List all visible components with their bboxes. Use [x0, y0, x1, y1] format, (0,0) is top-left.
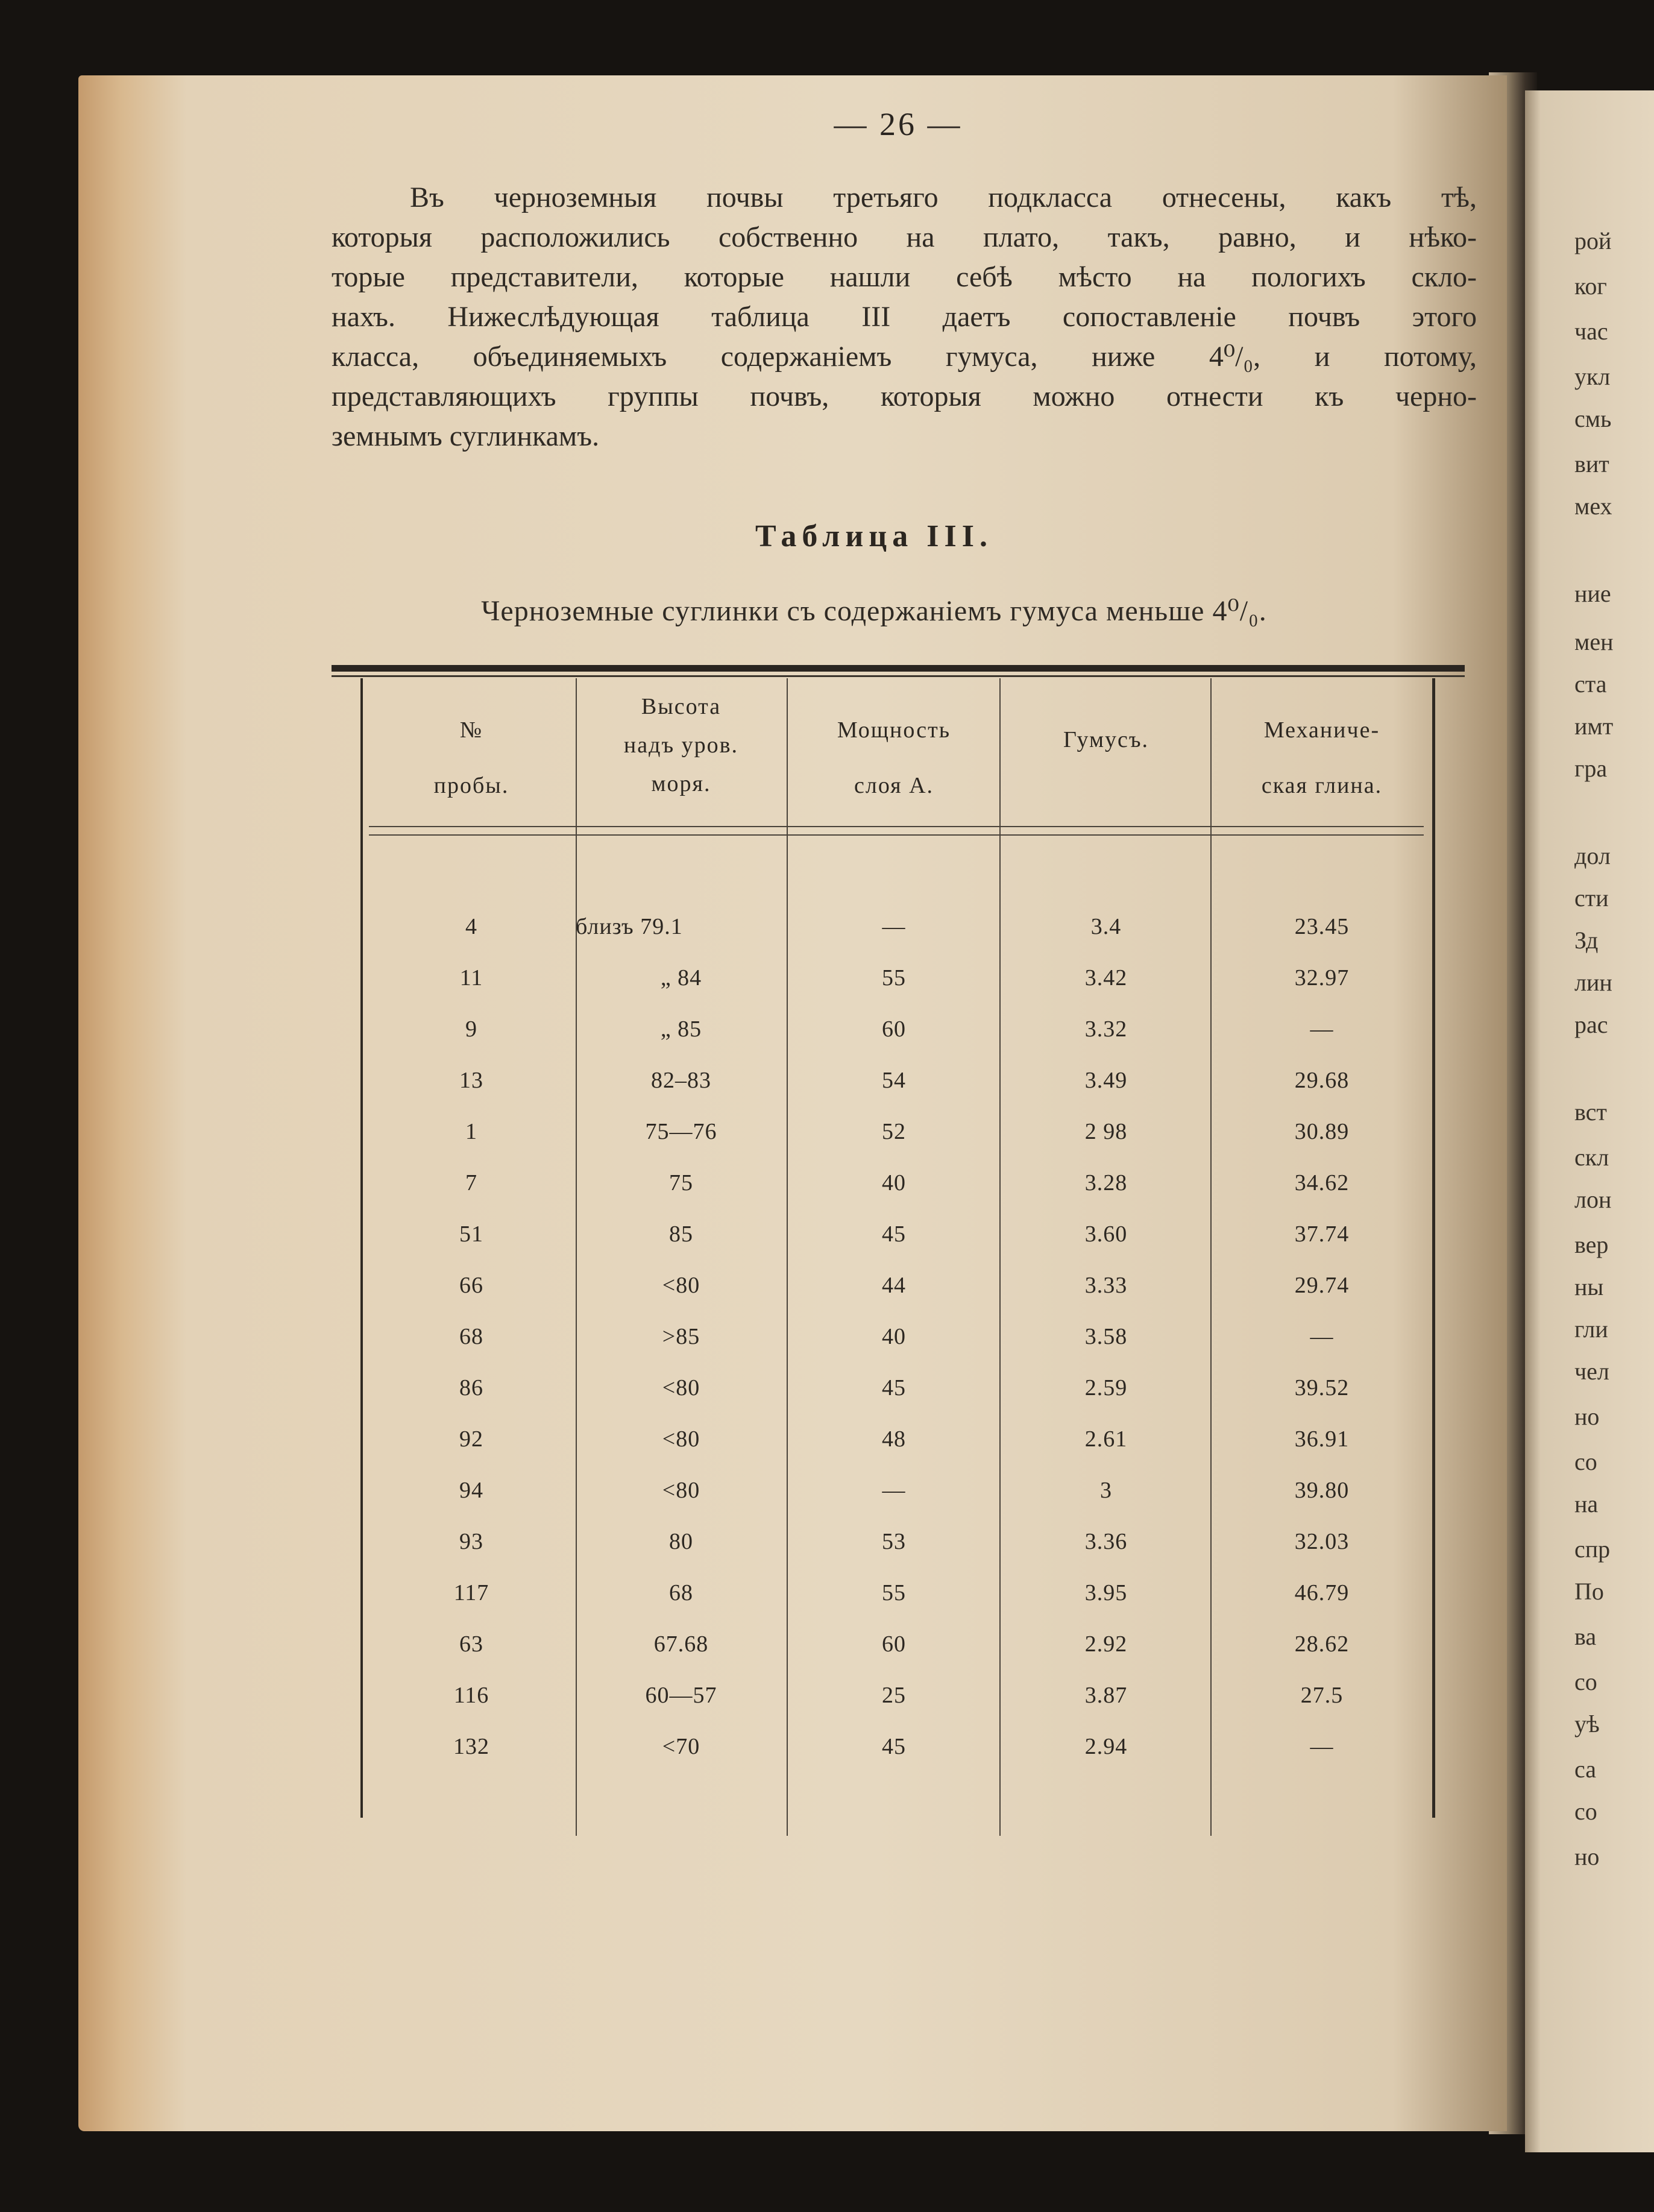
column-divider — [576, 678, 577, 1836]
table-cell: 3.36 — [1084, 1529, 1128, 1554]
table-cell: 60 — [882, 1631, 906, 1657]
table-cell: 44 — [882, 1273, 906, 1298]
right-page-fragment: ва — [1574, 1623, 1597, 1650]
table-cell: — — [1310, 1734, 1334, 1759]
right-page-fragment: По — [1574, 1578, 1604, 1605]
intro-line: класса, объединяемыхъ содержаніемъ гумуса, ниже 4⁰/₀, и потому, — [332, 341, 1477, 373]
right-page-fragment: вит — [1574, 450, 1609, 477]
right-page-fragment: час — [1574, 318, 1608, 345]
right-page-fragment: рой — [1574, 227, 1612, 254]
table-cell: <70 — [662, 1734, 700, 1759]
right-page-fragment: спр — [1574, 1536, 1611, 1563]
header-rule — [369, 826, 1424, 827]
table-cell: 2 98 — [1084, 1119, 1128, 1144]
right-page-fragment: ког — [1574, 273, 1607, 300]
table-cell: 66 — [459, 1273, 483, 1298]
right-page-fragment: са — [1574, 1756, 1596, 1783]
table-cell: 29.74 — [1294, 1273, 1350, 1298]
right-page-fragment: со — [1574, 1798, 1597, 1825]
table-cell: 30.89 — [1294, 1119, 1350, 1144]
table-cell: <80 — [662, 1273, 700, 1298]
column-header — [369, 702, 574, 813]
table-cell: 3.95 — [1084, 1580, 1128, 1605]
table-cell: 4 — [465, 914, 477, 939]
table-cell: 39.52 — [1294, 1375, 1350, 1401]
table-cell: 32.97 — [1294, 965, 1350, 991]
intro-line: земнымъ суглинкамъ. — [332, 420, 600, 452]
table-cell: 3.28 — [1084, 1170, 1128, 1196]
right-page-fragment: рас — [1574, 1011, 1608, 1038]
page-number: — 26 — — [834, 106, 963, 142]
table-cell: 51 — [459, 1221, 483, 1247]
table-cell: 116 — [453, 1683, 489, 1708]
table-cell: 29.68 — [1294, 1068, 1350, 1093]
table-cell: 93 — [459, 1529, 483, 1554]
table-cell: 55 — [882, 1580, 906, 1605]
table-cell: 2.59 — [1084, 1375, 1128, 1401]
table-top-rule-thin — [332, 675, 1465, 677]
column-header-line: Мощность — [837, 717, 951, 743]
right-page-fragment: скл — [1574, 1144, 1609, 1171]
table-cell: 37.74 — [1294, 1221, 1350, 1247]
table-cell: 45 — [882, 1375, 906, 1401]
column-header-line: надъ уров. — [623, 733, 739, 758]
table-cell: 39.80 — [1294, 1478, 1350, 1503]
table-left-border — [360, 678, 363, 1818]
table-cell: 3.33 — [1084, 1273, 1128, 1298]
table-cell: 13 — [459, 1068, 483, 1093]
intro-paragraph — [332, 178, 1477, 456]
table-cell: „ 84 — [660, 965, 702, 991]
table-cell: 2.94 — [1084, 1734, 1128, 1759]
right-page-fragment: мех — [1574, 493, 1612, 520]
table-cell: 92 — [459, 1426, 483, 1452]
right-page-fragment: ние — [1574, 580, 1611, 607]
table-cell: близъ 79.1 — [576, 914, 683, 939]
table-cell: 34.62 — [1294, 1170, 1350, 1196]
table-cell: — — [882, 914, 906, 939]
table-cell: 3.32 — [1084, 1016, 1128, 1042]
right-page-fragment: но — [1574, 1403, 1600, 1430]
table-cell: 32.03 — [1294, 1529, 1350, 1554]
table-cell: 67.68 — [653, 1631, 709, 1657]
right-page-fragment: вер — [1574, 1231, 1609, 1258]
table-cell: 63 — [459, 1631, 483, 1657]
intro-line: Въ черноземныя почвы третьяго подкласса отнесены, какъ тѣ, — [410, 181, 1477, 213]
table-cell: <80 — [662, 1375, 700, 1401]
column-header — [576, 687, 787, 803]
table-cell: 75 — [669, 1170, 693, 1196]
right-page-fragment: лон — [1574, 1186, 1612, 1213]
right-page-fragment: вст — [1574, 1098, 1607, 1126]
table-cell: <80 — [662, 1426, 700, 1452]
column-divider — [1210, 678, 1212, 1836]
table-cell: 2.61 — [1084, 1426, 1128, 1452]
table-cell: — — [1310, 1016, 1334, 1042]
column-divider — [787, 678, 788, 1836]
table-subtitle: Черноземные суглинки съ содержаніемъ гумуса меньше 4⁰/₀. — [481, 595, 1267, 627]
column-header-line: Гумусъ. — [1063, 727, 1149, 752]
table-cell: 85 — [669, 1221, 693, 1247]
table-cell: 3.49 — [1084, 1068, 1128, 1093]
table-cell: 36.91 — [1294, 1426, 1350, 1452]
table-cell: 40 — [882, 1170, 906, 1196]
right-page-fragment: ны — [1574, 1273, 1604, 1300]
column-header — [1213, 702, 1430, 813]
right-page-fragment: мен — [1574, 628, 1614, 655]
table-cell: 132 — [453, 1734, 489, 1759]
table-cell: 9 — [465, 1016, 477, 1042]
table-cell: 48 — [882, 1426, 906, 1452]
table-cell: 1 — [465, 1119, 477, 1144]
table-cell: 2.92 — [1084, 1631, 1128, 1657]
intro-line: нахъ. Нижеслѣдующая таблица III даетъ сопоставленіе почвъ этого — [332, 301, 1477, 333]
table-cell: 40 — [882, 1324, 906, 1349]
table-cell: >85 — [662, 1324, 700, 1349]
intro-line: торые представители, которые нашли себѣ мѣсто на пологихъ скло- — [332, 261, 1477, 293]
table-right-border — [1432, 678, 1435, 1818]
table-cell: — — [882, 1478, 906, 1503]
table-cell: 3.4 — [1090, 914, 1122, 939]
table-cell: 60—57 — [645, 1683, 717, 1708]
table-cell: 68 — [459, 1324, 483, 1349]
table-cell: 27.5 — [1300, 1683, 1344, 1708]
table-cell: 53 — [882, 1529, 906, 1554]
column-header-line: моря. — [651, 771, 711, 796]
table-cell: <80 — [662, 1478, 700, 1503]
table-title: Таблица III. — [755, 519, 993, 553]
column-header — [1001, 720, 1212, 759]
right-page-fragment: но — [1574, 1843, 1600, 1870]
table-cell: 54 — [882, 1068, 906, 1093]
table-cell: 3.60 — [1084, 1221, 1128, 1247]
table-cell: 3.42 — [1084, 965, 1128, 991]
table-cell: 117 — [453, 1580, 489, 1605]
right-page-fragment: со — [1574, 1668, 1597, 1695]
table-cell: 25 — [882, 1683, 906, 1708]
table-cell: 3 — [1100, 1478, 1112, 1503]
intro-line: представляющихъ группы почвъ, которыя можно отнести къ черно- — [332, 380, 1477, 412]
table-cell: 46.79 — [1294, 1580, 1350, 1605]
column-divider — [999, 678, 1001, 1836]
table-cell: 3.87 — [1084, 1683, 1128, 1708]
right-page-fragment: имт — [1574, 713, 1614, 740]
table-cell: 7 — [465, 1170, 477, 1196]
table-cell: 75—76 — [645, 1119, 717, 1144]
table-cell: 28.62 — [1294, 1631, 1350, 1657]
intro-line: которыя расположились собственно на плато, такъ, равно, и нѣко- — [332, 221, 1477, 253]
table-cell: 80 — [669, 1529, 693, 1554]
header-rule — [369, 834, 1424, 836]
table-cell: 45 — [882, 1734, 906, 1759]
column-header-line: ская глина. — [1261, 773, 1383, 798]
right-page-fragment: сти — [1574, 884, 1609, 912]
table-cell: 52 — [882, 1119, 906, 1144]
right-page-fragment: дол — [1574, 842, 1611, 869]
right-page-fragment: лин — [1574, 969, 1612, 996]
right-page-fragment: смь — [1574, 405, 1612, 432]
table-cell: 23.45 — [1294, 914, 1350, 939]
table-cell: 68 — [669, 1580, 693, 1605]
table-cell: 82–83 — [651, 1068, 711, 1093]
table-cell: 60 — [882, 1016, 906, 1042]
right-page-fragment: со — [1574, 1448, 1597, 1475]
table-cell: 11 — [459, 965, 483, 991]
right-page-fragment: гра — [1574, 755, 1608, 782]
table-cell: 86 — [459, 1375, 483, 1401]
table-cell: 94 — [459, 1478, 483, 1503]
column-header-line: слоя А. — [854, 773, 934, 798]
table-cell: 3.58 — [1084, 1324, 1128, 1349]
column-header-line: пробы. — [433, 773, 509, 798]
table-cell: 55 — [882, 965, 906, 991]
right-page-fragment: уѣ — [1574, 1710, 1600, 1738]
table-cell: „ 85 — [660, 1016, 702, 1042]
table-cell: — — [1310, 1324, 1334, 1349]
right-page-fragment: Зд — [1574, 927, 1599, 954]
column-header-line: № — [459, 717, 483, 743]
column-header-line: Механиче- — [1263, 717, 1380, 743]
right-page-fragment: ста — [1574, 670, 1607, 698]
right-page-fragment: укл — [1574, 363, 1611, 390]
table-cell: 45 — [882, 1221, 906, 1247]
right-page-fragment: чел — [1574, 1358, 1609, 1385]
right-page-fragment: гли — [1574, 1316, 1608, 1343]
column-header-line: Высота — [641, 694, 722, 719]
table-top-rule — [332, 665, 1465, 672]
column-header — [788, 702, 999, 813]
right-page-fragment: на — [1574, 1490, 1599, 1517]
